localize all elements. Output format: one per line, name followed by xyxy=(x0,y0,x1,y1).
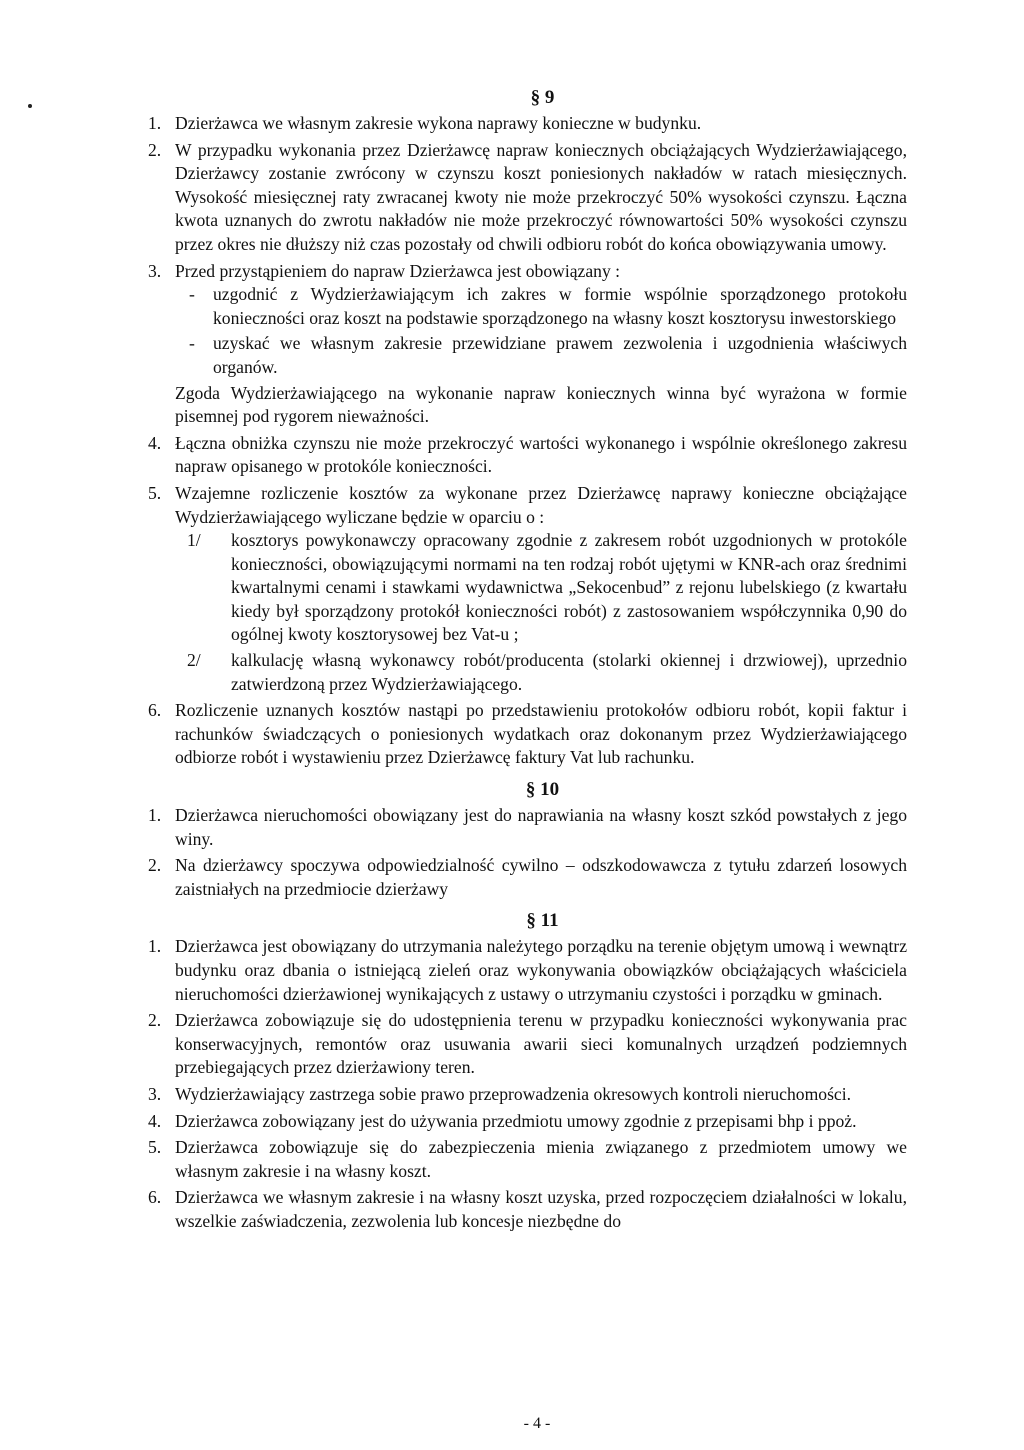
item-number: 2. xyxy=(148,139,162,160)
s11-item-2-text: Dzierżawca zobowiązuje się do udostępnienia terenu w przypadku konieczności wykonywania prac konserwacyjnych, remontów oraz usuwania awarii sieci komunalnych urządzeń podziemnych przebiegających przez dzierżawiony teren. xyxy=(175,1010,907,1078)
s9-item-2 xyxy=(148,139,907,257)
s11-item-6-text: Dzierżawca we własnym zakresie i na własny koszt uzyska, przed rozpoczęciem działalności w lokalu, wszelkie zaświadczenia, zezwolenia lub koncesje niezbędne do xyxy=(175,1187,907,1231)
s9-item-3-dash-1 xyxy=(175,283,907,330)
item-number: 6. xyxy=(148,1187,162,1208)
s9-item-3 xyxy=(148,260,907,429)
section-heading-9: § 9 xyxy=(530,87,555,108)
item-number: 3. xyxy=(148,1083,162,1104)
s11-item-2 xyxy=(148,1009,907,1080)
s9-item-4 xyxy=(148,432,907,479)
s9-item-5-sub-1 xyxy=(175,529,907,647)
s11-item-6 xyxy=(148,1186,907,1233)
s9-item-5-sub-2 xyxy=(175,649,907,696)
s9-item-5-sub-1-text: kosztorys powykonawczy opracowany zgodnie z zakresem robót uzgodnionych w protokóle konieczności, obowiązującymi normami na ten rodzaj robót ujętymi w KNR-ach oraz średnimi kwartalnymi cenami i stawkami wydawnictwa „Sekocenbud” z rejonu lubelskiego (z kwartału kiedy był sporządzony protokół konieczności robót) z zastosowaniem współczynnika 0,90 do ogólnej kwoty kosztorysowej bez Vat-u ; xyxy=(231,530,907,645)
s11-item-3-text: Wydzierżawiający zastrzega sobie prawo przeprowadzenia okresowych kontroli nieruchomości. xyxy=(175,1083,852,1104)
s11-item-5 xyxy=(148,1136,907,1183)
s9-item-1 xyxy=(148,112,907,136)
document-page xyxy=(148,86,907,1237)
page-number: - 4 - xyxy=(523,1415,551,1432)
s11-item-5-text: Dzierżawca zobowiązuje się do zabezpieczenia mienia związanego z przedmiotem umowy we własnym zakresie i na własny koszt. xyxy=(175,1137,907,1181)
dash-mark: - xyxy=(189,284,195,305)
s11-item-3 xyxy=(148,1083,907,1107)
sub-mark: 2/ xyxy=(187,650,201,671)
s10-item-2 xyxy=(148,854,907,901)
item-number: 1. xyxy=(148,113,162,133)
s9-item-6-text: Rozliczenie uznanych kosztów nastąpi po przedstawieniu protokołów odbioru robót, kopii faktur i rachunków świadczących o poniesionych wydatkach oraz dokonanym przez Wydzierżawiającego odbiorze robót i wystawieniu przez Dzierżawcę faktury Vat lub rachunku. xyxy=(175,700,907,768)
s9-item-1-text: Dzierżawca we własnym zakresie wykona naprawy konieczne w budynku. xyxy=(175,113,702,133)
s9-item-5-sub-2-text: kalkulację własną wykonawcy robót/producenta (stolarki okiennej i drzwiowej), uprzednio zatwierdzoną przez Wydzierżawiającego. xyxy=(231,650,907,694)
s9-item-5-text: Wzajemne rozliczenie kosztów za wykonane przez Dzierżawcę naprawy konieczne obciążające Wydzierżawiającego wyliczane będzie w oparciu o : xyxy=(175,482,907,527)
s11-item-4 xyxy=(148,1110,907,1134)
s9-item-3-text: Przed przystąpieniem do napraw Dzierżawca jest obowiązany : xyxy=(175,260,621,281)
item-number: 5. xyxy=(148,1137,162,1158)
s11-item-4-text: Dzierżawca zobowiązany jest do używania przedmiotu umowy zgodnie z przepisami bhp i ppoż. xyxy=(175,1110,857,1131)
item-number: 1. xyxy=(148,805,162,826)
item-number: 4. xyxy=(148,432,162,453)
sub-mark: 1/ xyxy=(187,530,201,551)
scan-speck xyxy=(28,104,32,108)
s10-item-1 xyxy=(148,804,907,851)
section-heading-10: § 10 xyxy=(525,779,560,801)
s9-item-4-text: Łączna obniżka czynszu nie może przekroczyć wartości wykonanego i wspólnie określonego zakresu napraw opisanego w protokóle konieczności. xyxy=(175,432,907,477)
s9-item-5 xyxy=(148,482,907,696)
section-heading-11: § 11 xyxy=(526,910,559,932)
s9-item-3-dash-2-text: uzyskać we własnym zakresie przewidziane prawem zezwolenia i uzgodnienia właściwych organów. xyxy=(213,333,907,377)
s11-item-1 xyxy=(148,935,907,1006)
s9-item-6 xyxy=(148,699,907,770)
item-number: 5. xyxy=(148,482,162,503)
s9-item-3-dash-1-text: uzgodnić z Wydzierżawiającym ich zakres w formie wspólnie sporządzonego protokołu konieczności oraz koszt na podstawie sporządzonego na własny koszt kosztorysu inwestorskiego xyxy=(213,284,907,328)
item-number: 2. xyxy=(148,855,162,876)
s9-item-3-note: Zgoda Wydzierżawiającego na wykonanie napraw koniecznych winna być wyrażona w formie pisemnej pod rygorem nieważności. xyxy=(175,382,907,427)
s10-item-1-text: Dzierżawca nieruchomości obowiązany jest do naprawiania na własny koszt szkód powstałych z jego winy. xyxy=(175,805,907,849)
s10-item-2-text: Na dzierżawcy spoczywa odpowiedzialność cywilno – odszkodowawcza z tytułu zdarzeń losowych zaistniałych na przedmiocie dzierżawy xyxy=(175,855,907,899)
s9-item-3-dash-2 xyxy=(175,332,907,379)
item-number: 6. xyxy=(148,700,162,721)
dash-mark: - xyxy=(189,333,195,354)
item-number: 4. xyxy=(148,1110,162,1131)
item-number: 3. xyxy=(148,260,162,281)
item-number: 1. xyxy=(148,936,162,957)
s11-item-1-text: Dzierżawca jest obowiązany do utrzymania należytego porządku na terenie objętym umową i wewnątrz budynku oraz dbania o istniejącą zieleń oraz wykonywania obowiązków obciążających właściciela nieruchomości dzierżawionej wynikających z ustawy o utrzymaniu czystości i porządku w gminach. xyxy=(175,936,907,1004)
s9-item-2-text: W przypadku wykonania przez Dzierżawcę napraw koniecznych obciążających Wydzierżawiającego, Dzierżawcy zostanie zwrócony w czynszu koszt poniesionych nakładów w ratach miesięcznych. Wysokość miesięcznej raty zwracanej kwoty nie może przekroczyć 50% wysokości czynszu. Łączna kwota uznanych do zwrotu nakładów nie może przekroczyć równowartości 50% wysokości czynszu przez okres nie dłuższy niż czas pozostały od chwili odbioru robót do końca obowiązywania umowy. xyxy=(175,139,907,254)
item-number: 2. xyxy=(148,1010,162,1031)
